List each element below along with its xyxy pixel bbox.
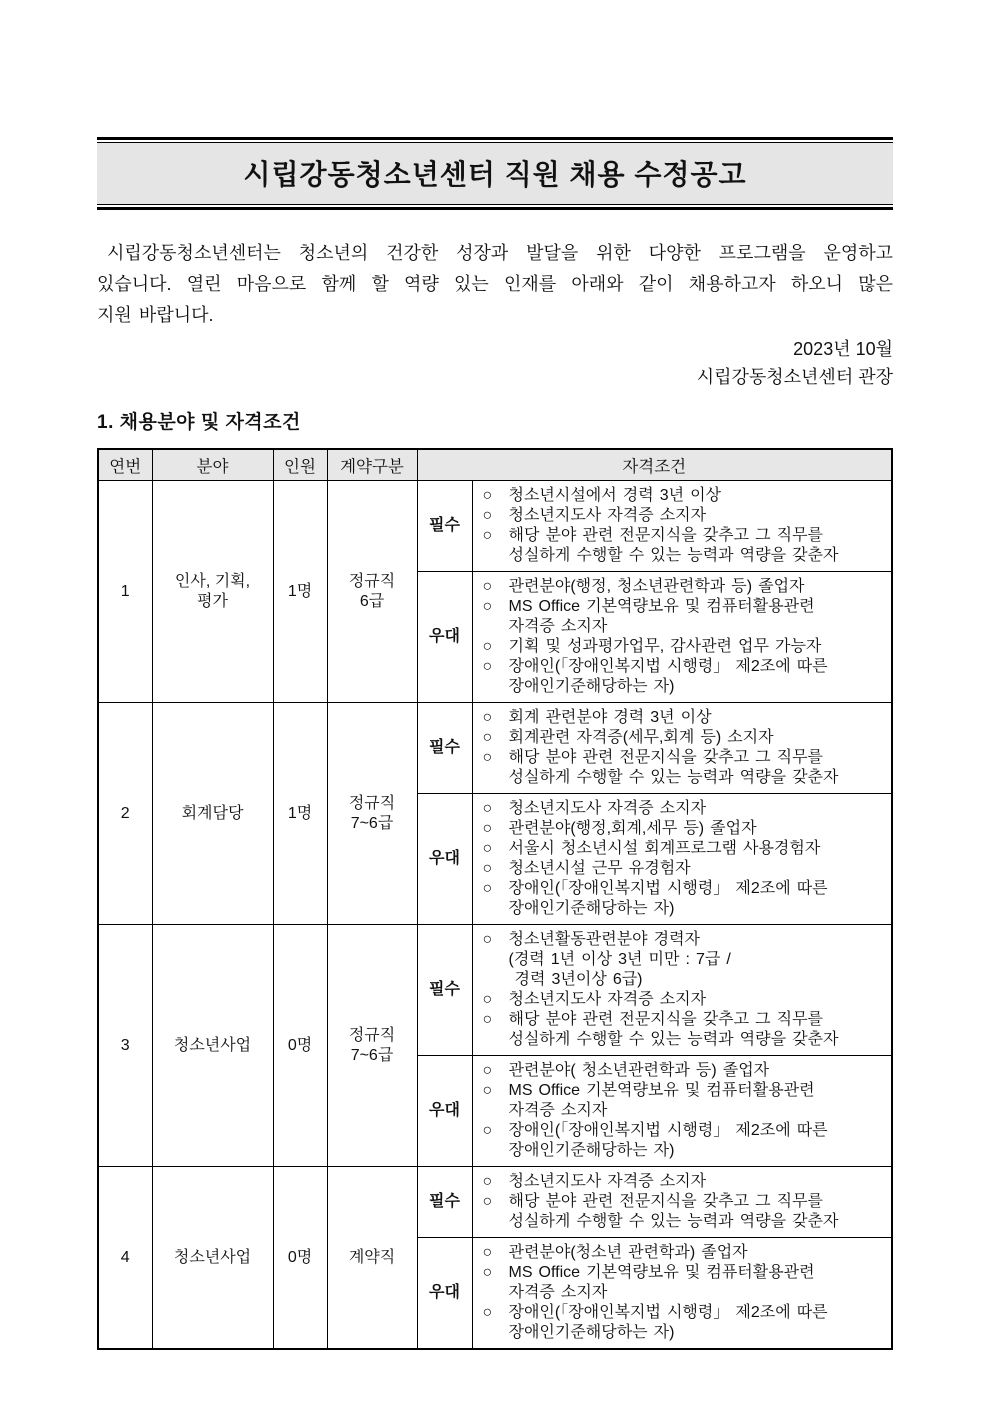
circle-bullet-icon: ○: [482, 1193, 493, 1210]
header-row: [98, 449, 892, 481]
qualification-line: 관련분야(행정, 청소년관련학과 등) 졸업자: [508, 578, 805, 595]
qualification-lines: [509, 1081, 888, 1121]
qualification-lines: [509, 1172, 888, 1192]
headcount-cell-line: 1명: [287, 804, 313, 822]
qualification-lines: [509, 1061, 888, 1081]
qualification-item: [483, 930, 888, 990]
qualification-lines: [509, 597, 888, 637]
qualification-line: 장애인(「장애인복지법 시행령」 제2조에 따른: [508, 1122, 828, 1139]
col-header-qualification: 자격조건: [417, 449, 892, 481]
field-cell-line: 평가: [197, 592, 228, 610]
qualification-line: 장애인(「장애인복지법 시행령」 제2조에 따른: [508, 1304, 828, 1321]
circle-bullet-icon: ○: [482, 931, 493, 948]
title-box: [97, 137, 893, 210]
circle-bullet-icon: ○: [482, 709, 493, 726]
qualification-lines: [509, 819, 888, 839]
qualification-line: 장애인(「장애인복지법 시행령」 제2조에 따른: [508, 880, 828, 897]
qualification-item: [483, 1172, 888, 1192]
circle-bullet-icon: ○: [482, 840, 493, 857]
row-number-cell: [98, 1167, 152, 1350]
headcount-cell-line: 1명: [287, 582, 313, 600]
qualification-lines: [509, 839, 888, 859]
qualification-item: [483, 748, 888, 788]
qualification-cell: [472, 1167, 892, 1238]
qualification-item: [483, 577, 888, 597]
qualification-line: 장애인기준해당하는 자): [508, 1142, 675, 1159]
row-number-cell-line: 1: [120, 582, 130, 600]
circle-bullet-icon: ○: [482, 638, 493, 655]
qualification-item: [483, 1061, 888, 1081]
circle-bullet-icon: ○: [482, 1011, 493, 1028]
qualification-line: 관련분야( 청소년관련학과 등) 졸업자: [508, 1062, 770, 1079]
row-number-cell: [98, 481, 152, 703]
qualification-lines: [509, 1010, 888, 1050]
qualification-line: 자격증 소지자: [508, 618, 608, 635]
qualification-line: MS Office 기본역량보유 및 컴퓨터활용관련: [508, 1264, 815, 1281]
field-cell: [152, 1167, 273, 1350]
required-label-cell: 필수: [417, 481, 472, 572]
intro-paragraph: [97, 238, 893, 331]
circle-bullet-icon: ○: [482, 487, 493, 504]
qualification-line: 성실하게 수행할 수 있는 능력과 역량을 갖춘자: [508, 769, 839, 786]
contract-type-cell: [327, 1167, 417, 1350]
recruit-row: [98, 481, 892, 572]
byline-block: [97, 335, 893, 391]
qualification-line: 해당 분야 관련 전문지식을 갖추고 그 직무를: [508, 749, 823, 766]
circle-bullet-icon: ○: [482, 820, 493, 837]
qualification-line: 서울시 청소년시설 회계프로그램 사용경험자: [508, 840, 821, 857]
qualification-line: 회계 관련분야 경력 3년 이상: [508, 709, 712, 726]
col-header-contract: 계약구분: [327, 449, 417, 481]
qualification-item: [483, 526, 888, 566]
qualification-line: 자격증 소지자: [508, 1284, 608, 1301]
qualification-item: [483, 728, 888, 748]
qualification-item: [483, 1263, 888, 1303]
qualification-cell: [472, 703, 892, 794]
contract-type-cell-line: 6급: [359, 592, 385, 610]
recruit-table-header: [98, 449, 892, 481]
qualification-lines: [509, 879, 888, 919]
qualification-lines: [509, 1192, 888, 1232]
qualification-cell: [472, 794, 892, 925]
qualification-line: 성실하게 수행할 수 있는 능력과 역량을 갖춘자: [508, 547, 839, 564]
circle-bullet-icon: ○: [482, 1264, 493, 1281]
preferred-label-cell: 우대: [417, 1056, 472, 1167]
qualification-lines: [509, 526, 888, 566]
qualification-lines: [509, 859, 888, 879]
qualification-line: 회계관련 자격증(세무,회계 등) 소지자: [508, 729, 774, 746]
qualification-lines: [509, 1263, 888, 1303]
intro-line: 있습니다. 열린 마음으로 함께 할 역량 있는 인재를 아래와 같이 채용하고자 하오니 많은: [97, 274, 893, 294]
qualification-lines: [509, 486, 888, 506]
qualification-item: [483, 486, 888, 506]
headcount-cell-line: 0명: [287, 1248, 313, 1266]
qualification-line: 관련분야(청소년 관련학과) 졸업자: [508, 1244, 748, 1261]
qualification-lines: [509, 1121, 888, 1161]
circle-bullet-icon: ○: [482, 729, 493, 746]
contract-type-cell-line: 7~6급: [350, 814, 394, 832]
circle-bullet-icon: ○: [482, 1062, 493, 1079]
doc-date: 2023년 10월: [793, 339, 893, 359]
circle-bullet-icon: ○: [482, 880, 493, 897]
headcount-cell: [273, 925, 327, 1167]
qualification-line: MS Office 기본역량보유 및 컴퓨터활용관련: [508, 598, 815, 615]
circle-bullet-icon: ○: [482, 507, 493, 524]
contract-type-cell: [327, 703, 417, 925]
row-number-cell-line: 2: [120, 804, 130, 822]
headcount-cell: [273, 481, 327, 703]
qualification-item: [483, 799, 888, 819]
qualification-cell: [472, 1238, 892, 1350]
circle-bullet-icon: ○: [482, 1244, 493, 1261]
qualification-lines: [509, 637, 888, 657]
qualification-cell: [472, 925, 892, 1056]
qualification-line: 장애인기준해당하는 자): [508, 678, 675, 695]
qualification-line: 청소년지도사 자격증 소지자: [508, 991, 707, 1008]
qualification-item: [483, 1303, 888, 1343]
circle-bullet-icon: ○: [482, 578, 493, 595]
section-1-heading: 1. 채용분야 및 자격조건: [97, 412, 301, 433]
qualification-line: 해당 분야 관련 전문지식을 갖추고 그 직무를: [508, 1011, 823, 1028]
doc-title: 시립강동청소년센터 직원 채용 수정공고: [97, 142, 893, 205]
qualification-line: 관련분야(행정,회계,세무 등) 졸업자: [508, 820, 757, 837]
qualification-item: [483, 657, 888, 697]
qualification-item: [483, 859, 888, 879]
circle-bullet-icon: ○: [482, 991, 493, 1008]
qualification-cell: [472, 1056, 892, 1167]
qualification-line: (경력 1년 이상 3년 미만 : 7급 /: [508, 951, 731, 968]
qualification-item: [483, 839, 888, 859]
qualification-lines: [509, 930, 888, 990]
qualification-line: 경력 3년이상 6급): [508, 971, 643, 988]
recruit-row: [98, 703, 892, 794]
qualification-lines: [509, 506, 888, 526]
required-label-cell: 필수: [417, 925, 472, 1056]
contract-type-cell-line: 정규직: [348, 794, 396, 812]
qualification-line: 청소년시설에서 경력 3년 이상: [508, 487, 722, 504]
contract-type-cell: [327, 925, 417, 1167]
col-header-no: 연번: [98, 449, 152, 481]
qualification-item: [483, 1081, 888, 1121]
qualification-item: [483, 1243, 888, 1263]
qualification-line: 청소년시설 근무 유경험자: [508, 860, 691, 877]
qualification-item: [483, 1121, 888, 1161]
qualification-line: MS Office 기본역량보유 및 컴퓨터활용관련: [508, 1082, 815, 1099]
qualification-line: 청소년활동관련분야 경력자: [508, 931, 701, 948]
contract-type-cell-line: 정규직: [348, 1026, 396, 1044]
field-cell: [152, 925, 273, 1167]
qualification-line: 장애인(「장애인복지법 시행령」 제2조에 따른: [508, 658, 828, 675]
preferred-label-cell: 우대: [417, 572, 472, 703]
recruit-row: [98, 925, 892, 1056]
col-header-count: 인원: [273, 449, 327, 481]
qualification-item: [483, 597, 888, 637]
headcount-cell: [273, 703, 327, 925]
circle-bullet-icon: ○: [482, 800, 493, 817]
intro-line: 시립강동청소년센터는 청소년의 건강한 성장과 발달을 위한 다양한 프로그램을 운영하고: [107, 243, 893, 263]
recruit-table-body: [98, 481, 892, 1350]
required-label-cell: 필수: [417, 703, 472, 794]
qualification-line: 자격증 소지자: [508, 1102, 608, 1119]
qualification-line: 장애인기준해당하는 자): [508, 1324, 675, 1341]
contract-type-cell-line: 정규직: [348, 572, 396, 590]
headcount-cell-line: 0명: [287, 1036, 313, 1054]
field-cell-line: 청소년사업: [173, 1036, 252, 1054]
recruit-row: [98, 1167, 892, 1238]
qualification-lines: [509, 1303, 888, 1343]
qualification-lines: [509, 657, 888, 697]
circle-bullet-icon: ○: [482, 1082, 493, 1099]
field-cell: [152, 703, 273, 925]
field-cell-line: 회계담당: [181, 804, 244, 822]
contract-type-cell-line: 7~6급: [350, 1046, 394, 1064]
row-number-cell: [98, 925, 152, 1167]
qualification-lines: [509, 708, 888, 728]
qualification-item: [483, 990, 888, 1010]
circle-bullet-icon: ○: [482, 598, 493, 615]
qualification-line: 청소년지도사 자격증 소지자: [508, 507, 707, 524]
circle-bullet-icon: ○: [482, 1304, 493, 1321]
intro-line: 지원 바랍니다.: [97, 305, 214, 325]
circle-bullet-icon: ○: [482, 1173, 493, 1190]
qualification-item: [483, 708, 888, 728]
qualification-line: 청소년지도사 자격증 소지자: [508, 800, 707, 817]
qualification-lines: [509, 799, 888, 819]
required-label-cell: 필수: [417, 1167, 472, 1238]
qualification-line: 성실하게 수행할 수 있는 능력과 역량을 갖춘자: [508, 1213, 839, 1230]
qualification-item: [483, 1010, 888, 1050]
field-cell-line: 인사, 기획,: [174, 572, 251, 590]
qualification-lines: [509, 990, 888, 1010]
qualification-item: [483, 879, 888, 919]
qualification-lines: [509, 728, 888, 748]
row-number-cell-line: 4: [120, 1248, 130, 1266]
field-cell: [152, 481, 273, 703]
qualification-item: [483, 506, 888, 526]
qualification-line: 성실하게 수행할 수 있는 능력과 역량을 갖춘자: [508, 1031, 839, 1048]
qualification-lines: [509, 748, 888, 788]
qualification-lines: [509, 1243, 888, 1263]
circle-bullet-icon: ○: [482, 1122, 493, 1139]
qualification-line: 청소년지도사 자격증 소지자: [508, 1173, 707, 1190]
preferred-label-cell: 우대: [417, 794, 472, 925]
contract-type-cell: [327, 481, 417, 703]
qualification-line: 해당 분야 관련 전문지식을 갖추고 그 직무를: [508, 1193, 823, 1210]
row-number-cell-line: 3: [120, 1036, 130, 1054]
circle-bullet-icon: ○: [482, 527, 493, 544]
qualification-item: [483, 1192, 888, 1232]
qualification-cell: [472, 481, 892, 572]
circle-bullet-icon: ○: [482, 749, 493, 766]
circle-bullet-icon: ○: [482, 658, 493, 675]
col-header-field: 분야: [152, 449, 273, 481]
preferred-label-cell: 우대: [417, 1238, 472, 1350]
qualification-cell: [472, 572, 892, 703]
qualification-lines: [509, 577, 888, 597]
qualification-item: [483, 637, 888, 657]
qualification-line: 장애인기준해당하는 자): [508, 900, 675, 917]
circle-bullet-icon: ○: [482, 860, 493, 877]
qualification-item: [483, 819, 888, 839]
qualification-line: 기획 및 성과평가업무, 감사관련 업무 가능자: [508, 638, 822, 655]
contract-type-cell-line: 계약직: [348, 1248, 396, 1266]
row-number-cell: [98, 703, 152, 925]
qualification-line: 해당 분야 관련 전문지식을 갖추고 그 직무를: [508, 527, 823, 544]
doc-signer: 시립강동청소년센터 관장: [696, 367, 893, 387]
field-cell-line: 청소년사업: [173, 1248, 252, 1266]
headcount-cell: [273, 1167, 327, 1350]
recruit-table: [97, 448, 893, 1350]
